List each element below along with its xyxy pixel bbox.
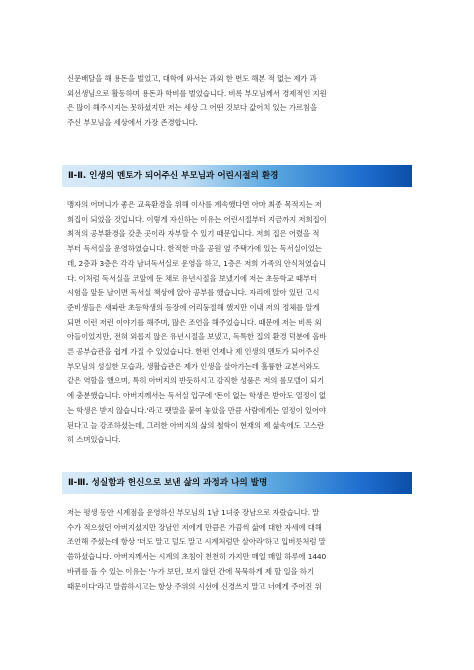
text-line: 신문배달을 해 용돈을 벌었고, 대학에 와서는 과외 한 번도 해본 적 없는 제가 과 (67, 74, 317, 83)
text-line: 수가 적으셨던 아버지셨지만 장남인 저에게 만큼은 가끔씩 삶에 대한 자세에 대해 (67, 522, 322, 532)
text-line: 바퀴를 돌 수 있는 이유는 '누가 보던, 보지 않던 간에 묵묵하게 제 할 일을 하기 (67, 566, 314, 576)
section-heading-banner (62, 472, 412, 494)
text-line: 때문이다'라고 말씀하시고는 항상 주위의 시선에 신경쓰지 말고 너에게 주어진 위 (67, 581, 322, 591)
section-title: Ⅱ-Ⅲ. 성실함과 헌신으로 보낸 삶의 과정과 나의 발명 (68, 478, 268, 488)
intro-paragraph (67, 72, 407, 131)
text-line: 히 스며있습니다. (67, 435, 121, 445)
section-body-paragraph (67, 506, 407, 594)
text-line: 는 학생은 받지 않습니다.'라고 팻말을 붙여 놓았을 만큼 사람에게는 열정이 있어야 (67, 405, 326, 415)
section-title: Ⅱ-Ⅱ. 인생의 멘토가 되어주신 부모님과 어린시절의 환경 (68, 171, 279, 181)
text-line: 아들이었지만, 전혀 외롭지 않은 유년시절을 보냈고, 독특한 집의 환경 덕분에 올바 (67, 332, 327, 342)
text-line: 다. 이처럼 독서실을 코앞에 둔 채로 유년시절을 보냈기에 저는 초등학교 때부터 (67, 273, 318, 283)
text-line: 주신 부모님을 세상에서 가장 존경합니다. (67, 118, 198, 128)
text-line: 희집이 되었을 것입니다. 이렇게 자신하는 이유는 어린시절부터 지금까지 저희집이 (67, 214, 327, 224)
text-line: 된다고 늘 강조하셨는데, 그러한 아버지의 삶의 철학이 현재의 제 삶속에도 고스란 (67, 420, 325, 430)
text-line: 준비생들은 새파란 초등학생의 등장에 어리둥절해 했지만 이내 저의 정체를 알게 (67, 302, 320, 312)
text-line: 맹자의 어머니가 좋은 교육환경을 위해 이사를 계속했다면 아마 최종 목적지는 저 (67, 200, 322, 209)
text-line: 되면 이런 저런 이야기를 해주며, 많은 조언을 해주었습니다. 때문에 저는 비록 외 (67, 317, 322, 327)
section-body-paragraph (67, 198, 407, 448)
text-line: 부터 독서실을 운영하였습니다. 한적한 마을 공원 옆 주택가에 있는 독서실이었는 (67, 244, 322, 254)
text-line: 른 공부습관을 쉽게 가질 수 있었습니다. 한편 언제나 제 인생의 멘토가 되어주신 (67, 347, 320, 357)
text-line: 데, 2층과 3층은 각각 남녀독서실로 운영을 하고, 1층은 저희 가족의 안식처였습니 (67, 258, 327, 268)
text-line: 에 충분했습니다. 아버지께서는 독서실 입구에 '돈이 없는 학생은 받아도 열정이 없 (67, 391, 326, 401)
text-line: 조언해 주셨는데 항상 '더도 말고 덜도 말고 시계처럼만 살아라'하고 입버릇처럼 말 (67, 537, 326, 547)
text-line: 씀하셨습니다. 아버지께서는 시계의 초침이 천천히 가지만 매일 매일 하루에 1440 (67, 552, 327, 562)
text-line: 부모님의 성실한 모습과, 생활습관은 제가 인생을 살아가는데 훌륭한 교본서와도 (67, 361, 320, 371)
text-line: 외선생님으로 활동하며 용돈과 학비를 벌었습니다. 비록 부모님께서 경제적인 지원 (67, 88, 327, 98)
text-line: 최적의 공부환경을 갖춘 곳이라 자부할 수 있기 때문입니다. 저희 집은 어렸을 적 (67, 229, 320, 239)
text-line: 시험을 앞둔 날이면 독서실 책상에 앉아 공부를 했습니다. 자리에 앉아 있던 고시 (67, 288, 320, 298)
section-heading-banner (62, 165, 412, 187)
text-line: 은 많이 해주시지는 못하셨지만 저는 세상 그 어떤 것보다 값어치 있는 가르침을 (67, 103, 318, 113)
text-line: 같은 역할을 했으며, 특히 아버지의 반듯하시고 강직한 성품은 저의 롤모델이 되기 (67, 376, 325, 386)
text-line: 저는 평생 동안 시계점을 운영하신 부모님의 1남 1녀중 장남으로 자랐습니다. 말 (67, 508, 320, 517)
